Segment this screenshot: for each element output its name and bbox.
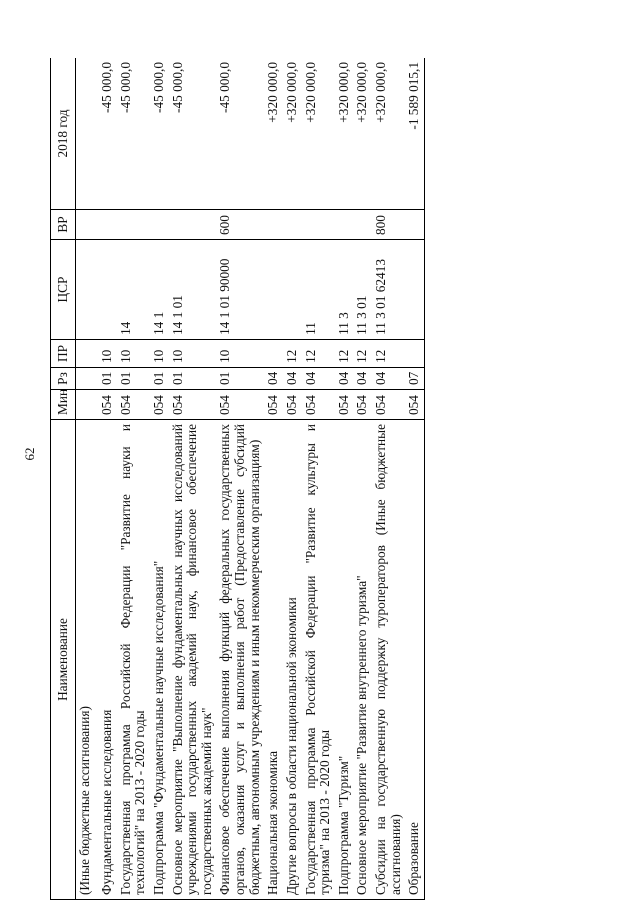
row-value: -45 000,0 [169, 58, 217, 210]
table-row [216, 58, 264, 900]
row-pr [76, 340, 99, 368]
row-name: Подпрограмма "Туризм" [335, 420, 354, 900]
row-csr: 14 1 [150, 240, 169, 340]
row-name: (Иные бюджетные ассигнования) [76, 420, 99, 900]
row-vr [98, 210, 117, 240]
row-min: 054 [405, 390, 424, 420]
budget-table-rotated [50, 58, 598, 900]
row-vr [353, 210, 372, 240]
row-name: Национальная экономика [264, 420, 283, 900]
row-rz: 04 [264, 368, 283, 390]
row-csr: 11 [302, 240, 335, 340]
row-name: Субсидии на государственную поддержку туроператоров (Иные бюджетные ассигнования) [372, 420, 405, 900]
row-csr [405, 240, 424, 340]
row-value: -45 000,0 [98, 58, 117, 210]
row-name: Государственная программа Российской Федерации "Развитие культуры и туризма" на 2013 - 2020 годы [302, 420, 335, 900]
row-pr: 12 [353, 340, 372, 368]
row-vr [264, 210, 283, 240]
row-vr [76, 210, 99, 240]
budget-table [50, 58, 425, 900]
row-vr [302, 210, 335, 240]
table-row [283, 58, 302, 900]
row-value: +320 000,0 [302, 58, 335, 210]
row-value: -1 589 015,1 [405, 58, 424, 210]
row-min: 054 [169, 390, 217, 420]
row-vr [117, 210, 150, 240]
row-value: +320 000,0 [372, 58, 405, 210]
row-value [76, 58, 99, 210]
row-name: Государственная программа Российской Федерации "Развитие науки и технологий" на 2013 - 2020 годы [117, 420, 150, 900]
row-pr: 10 [150, 340, 169, 368]
header-min: Мин [51, 390, 76, 420]
row-rz: 04 [353, 368, 372, 390]
row-csr: 14 [117, 240, 150, 340]
row-name: Другие вопросы в области национальной экономики [283, 420, 302, 900]
page-number: 62 [22, 447, 37, 461]
table-row [150, 58, 169, 900]
row-vr [150, 210, 169, 240]
row-csr [264, 240, 283, 340]
row-csr: 11 3 [335, 240, 354, 340]
row-rz: 04 [372, 368, 405, 390]
row-csr: 14 1 01 90000 [216, 240, 264, 340]
row-rz: 04 [335, 368, 354, 390]
row-value: +320 000,0 [264, 58, 283, 210]
row-csr: 11 3 01 62413 [372, 240, 405, 340]
row-csr [283, 240, 302, 340]
table-row [353, 58, 372, 900]
row-value: -45 000,0 [117, 58, 150, 210]
row-pr: 10 [98, 340, 117, 368]
row-name: Основное мероприятие "Развитие внутреннего туризма" [353, 420, 372, 900]
table-row [302, 58, 335, 900]
row-name: Подпрограмма "Фундаментальные научные исследования" [150, 420, 169, 900]
row-pr [264, 340, 283, 368]
row-value: +320 000,0 [335, 58, 354, 210]
table-row [117, 58, 150, 900]
row-min: 054 [117, 390, 150, 420]
budget-table-container [50, 58, 598, 900]
row-min: 054 [98, 390, 117, 420]
header-vr: ВР [51, 210, 76, 240]
row-name: Образование [405, 420, 424, 900]
row-min: 054 [150, 390, 169, 420]
row-rz: 01 [150, 368, 169, 390]
table-row [76, 58, 99, 900]
row-rz: 01 [98, 368, 117, 390]
row-value: -45 000,0 [216, 58, 264, 210]
row-rz: 01 [216, 368, 264, 390]
row-min: 054 [302, 390, 335, 420]
row-pr: 10 [169, 340, 217, 368]
table-row [169, 58, 217, 900]
row-vr [283, 210, 302, 240]
row-vr: 800 [372, 210, 405, 240]
row-min: 054 [353, 390, 372, 420]
header-rz: Рз [51, 368, 76, 390]
row-csr: 11 3 01 [353, 240, 372, 340]
row-csr: 14 1 01 [169, 240, 217, 340]
row-vr [169, 210, 217, 240]
row-rz: 04 [283, 368, 302, 390]
row-vr [335, 210, 354, 240]
row-name: Финансовое обеспечение выполнения функций федеральных государственных органов, оказания услуг и выполнения работ (Предоставление субсидий бюджетным, автономным учреждениям и иным некоммерческим организациям) [216, 420, 264, 900]
row-min [76, 390, 99, 420]
row-pr: 12 [283, 340, 302, 368]
header-csr: ЦСР [51, 240, 76, 340]
row-min: 054 [283, 390, 302, 420]
row-pr: 12 [372, 340, 405, 368]
row-min: 054 [372, 390, 405, 420]
row-name: Основное мероприятие "Выполнение фундаментальных научных исследований учреждениями государственных академий наук, финансовое обеспечение государственных академий наук" [169, 420, 217, 900]
table-row [264, 58, 283, 900]
row-pr: 10 [216, 340, 264, 368]
table-row [405, 58, 424, 900]
row-rz [76, 368, 99, 390]
row-value: +320 000,0 [353, 58, 372, 210]
table-header-row [51, 58, 76, 900]
row-pr: 10 [117, 340, 150, 368]
header-year: 2018 год [51, 58, 76, 210]
row-vr [405, 210, 424, 240]
row-pr: 12 [302, 340, 335, 368]
row-rz: 07 [405, 368, 424, 390]
table-row [372, 58, 405, 900]
table-row [335, 58, 354, 900]
header-name: Наименование [51, 420, 76, 900]
row-name: Фундаментальные исследования [98, 420, 117, 900]
row-pr: 12 [335, 340, 354, 368]
row-value: +320 000,0 [283, 58, 302, 210]
table-row [98, 58, 117, 900]
row-min: 054 [264, 390, 283, 420]
row-pr [405, 340, 424, 368]
row-vr: 600 [216, 210, 264, 240]
row-rz: 01 [169, 368, 217, 390]
row-min: 054 [335, 390, 354, 420]
header-pr: ПР [51, 340, 76, 368]
row-value: -45 000,0 [150, 58, 169, 210]
row-csr [98, 240, 117, 340]
row-rz: 04 [302, 368, 335, 390]
row-min: 054 [216, 390, 264, 420]
row-csr [76, 240, 99, 340]
row-rz: 01 [117, 368, 150, 390]
